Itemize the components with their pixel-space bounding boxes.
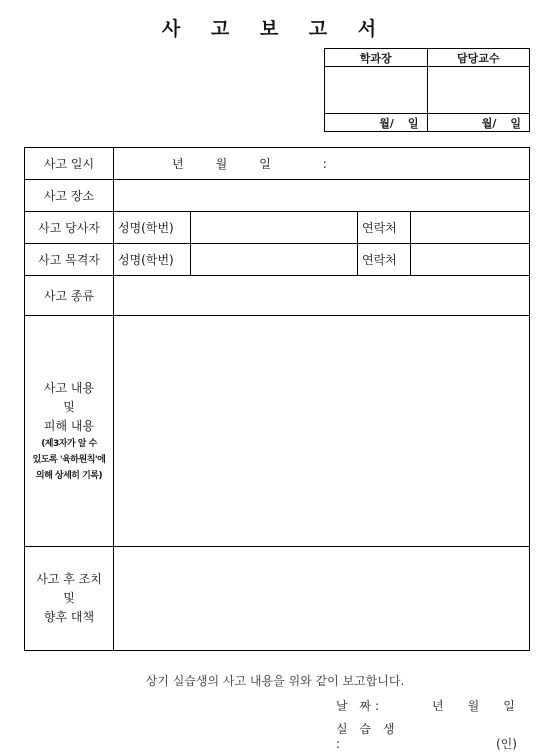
student-row <box>336 720 517 752</box>
approval-sign-professor[interactable] <box>427 67 530 114</box>
party-contact-label: 연락처 <box>358 212 411 244</box>
action-label-line1: 사고 후 조치 <box>36 572 102 586</box>
party-contact-field[interactable] <box>411 212 530 244</box>
party-name-id-label: 성명(학번) <box>114 212 191 244</box>
accident-place-label: 사고 장소 <box>25 180 114 212</box>
approval-header-professor: 담당교수 <box>427 49 530 67</box>
report-date-row <box>336 697 515 714</box>
party-name-id-field[interactable] <box>191 212 358 244</box>
student-label: 실 습 생 : <box>336 722 399 751</box>
accident-type-field[interactable] <box>114 276 530 316</box>
accident-content-label <box>25 316 114 547</box>
report-day-label: 일 <box>503 699 515 713</box>
report-year-label: 년 <box>432 699 444 713</box>
month-label: 월 <box>215 157 228 171</box>
post-action-label <box>25 547 114 651</box>
content-label-line1: 사고 내용 <box>43 380 95 395</box>
witness-name-id-field[interactable] <box>191 244 358 276</box>
time-colon: : <box>322 157 327 171</box>
content-label-line3: 피해 내용 <box>43 418 95 433</box>
content-note-line3: 의해 상세히 기록) <box>35 470 103 481</box>
accident-witness-label: 사고 목격자 <box>25 244 114 276</box>
accident-datetime-label: 사고 일시 <box>25 148 114 180</box>
report-month-label: 월 <box>467 699 480 713</box>
document-title: 사 고 보 고 서 <box>161 18 389 40</box>
year-label: 년 <box>172 157 184 171</box>
approval-day-label: 일 <box>407 116 419 130</box>
accident-party-label: 사고 당사자 <box>25 212 114 244</box>
approval-table <box>324 48 530 132</box>
approval-header-dept-head: 학과장 <box>325 49 428 67</box>
day-label: 일 <box>259 157 271 171</box>
approval-day-label: 일 <box>510 116 521 130</box>
accident-content-field[interactable] <box>114 316 530 547</box>
report-statement: 상기 실습생의 사고 내용을 위와 같이 보고합니다. <box>145 674 405 688</box>
accident-datetime-field[interactable] <box>114 148 530 180</box>
report-form-table <box>24 147 530 651</box>
report-date-label: 날 짜: <box>336 699 384 713</box>
approval-sign-dept-head[interactable] <box>325 67 428 114</box>
post-action-field[interactable] <box>114 547 530 651</box>
content-label-line2: 및 <box>63 399 75 414</box>
approval-month-label: 월/ <box>481 116 497 130</box>
approval-date-professor[interactable] <box>427 114 530 132</box>
witness-name-id-label: 성명(학번) <box>114 244 191 276</box>
approval-date-dept-head[interactable] <box>325 114 428 132</box>
witness-contact-label: 연락처 <box>358 244 411 276</box>
action-label-line2: 및 <box>63 591 75 605</box>
action-label-line3: 향후 대책 <box>43 610 95 624</box>
witness-contact-field[interactable] <box>411 244 530 276</box>
content-note-line2: 있도록 '육하원칙'에 <box>32 454 106 465</box>
seal-mark: (인) <box>496 737 517 751</box>
approval-month-label: 월/ <box>379 116 394 130</box>
accident-type-label: 사고 종류 <box>25 276 114 316</box>
content-note-line1: (제3자가 알 수 <box>41 438 97 449</box>
accident-place-field[interactable] <box>114 180 530 212</box>
